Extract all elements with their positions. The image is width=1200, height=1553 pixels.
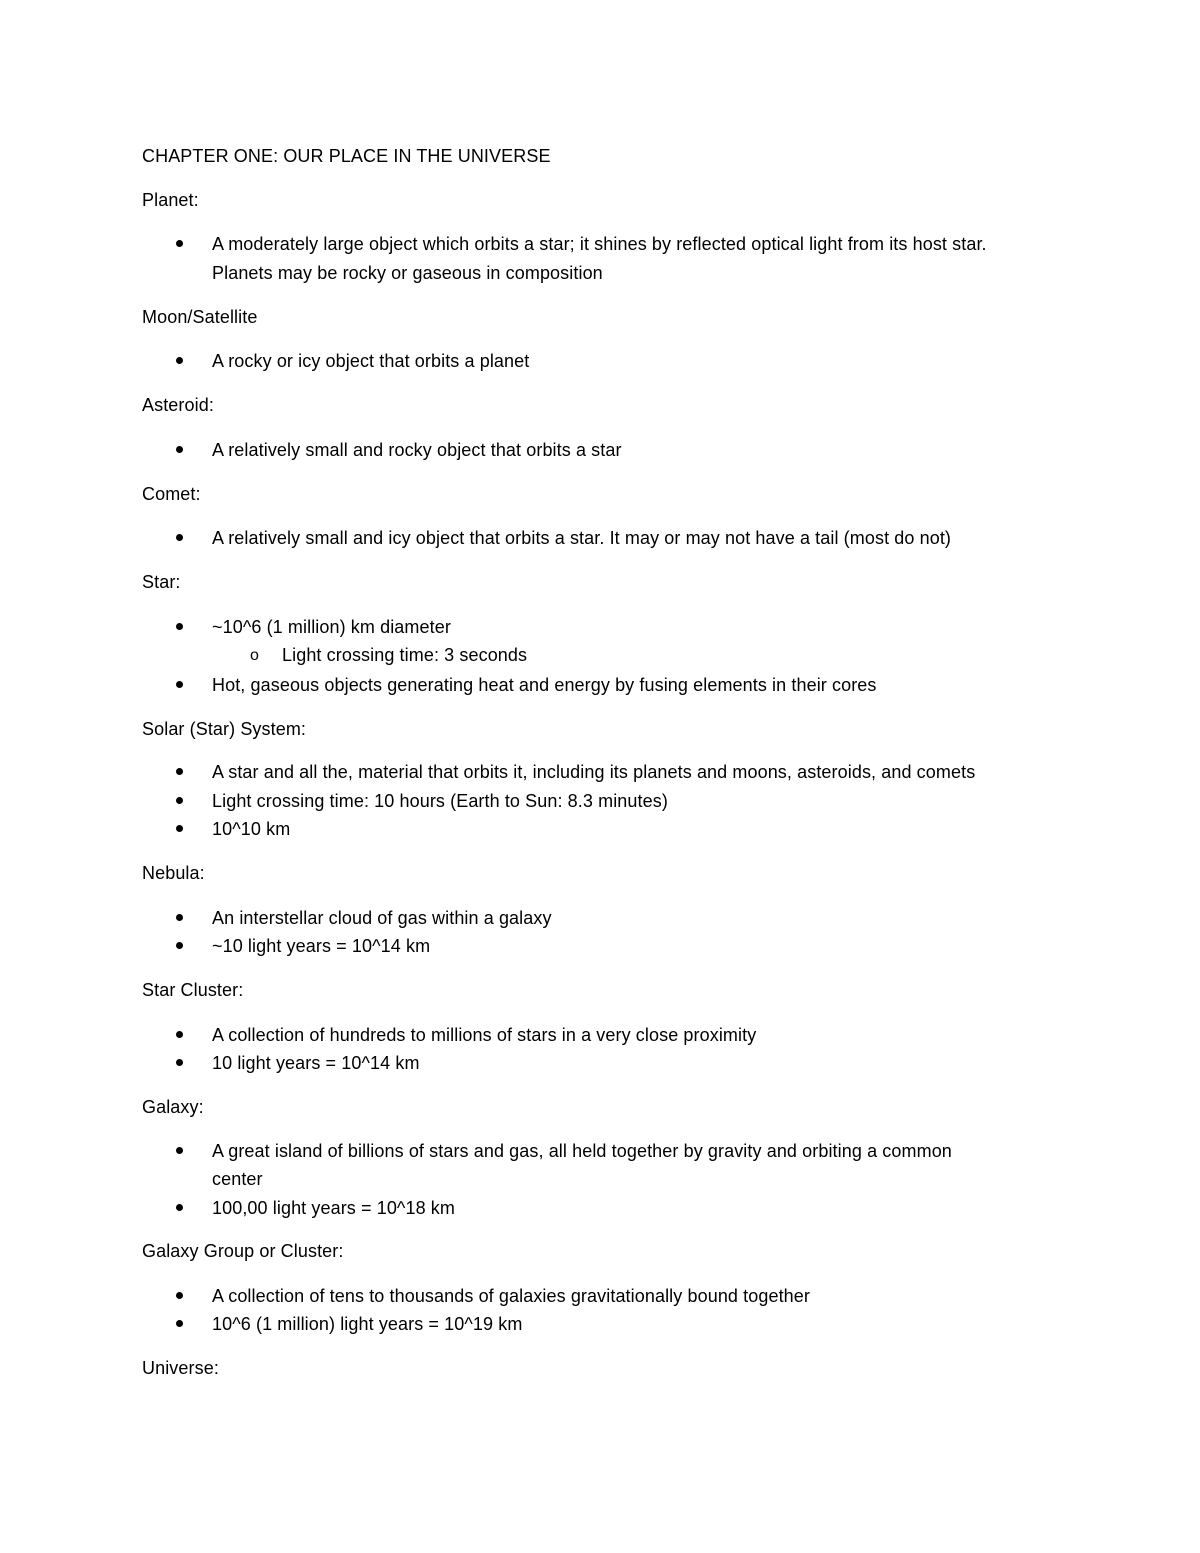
galaxy-group-item-1: A collection of tens to thousands of galaxies gravitationally bound together	[212, 1286, 810, 1306]
bullet-icon	[176, 240, 183, 247]
bullet-icon	[176, 1059, 183, 1066]
galaxy-item-2: 100,00 light years = 10^18 km	[212, 1198, 455, 1218]
nebula-item-2: ~10 light years = 10^14 km	[212, 936, 431, 956]
nebula-item-1: An interstellar cloud of gas within a galaxy	[212, 908, 552, 928]
bullet-icon	[176, 534, 183, 541]
bullet-icon	[176, 797, 183, 804]
galaxy-item-1: A great island of billions of stars and gas, all held together by gravity and orbiting a common	[212, 1141, 952, 1161]
sub-bullet-icon: o	[250, 647, 259, 664]
section-heading-moon: Moon/Satellite	[142, 307, 258, 327]
bullet-icon	[176, 681, 183, 688]
galaxy-item-1-continued: center	[212, 1169, 263, 1189]
bullet-icon	[176, 1320, 183, 1327]
bullet-icon	[176, 1147, 183, 1154]
section-heading-nebula: Nebula:	[142, 863, 205, 883]
section-heading-star: Star:	[142, 572, 181, 592]
bullet-icon	[176, 825, 183, 832]
star-item-1: ~10^6 (1 million) km diameter	[212, 617, 451, 637]
star-item-2: Hot, gaseous objects generating heat and energy by fusing elements in their cores	[212, 675, 877, 695]
bullet-icon	[176, 914, 183, 921]
solar-system-item-1: A star and all the, material that orbits it, including its planets and moons, asteroids, and comets	[212, 762, 976, 782]
section-heading-asteroid: Asteroid:	[142, 395, 214, 415]
galaxy-group-item-2: 10^6 (1 million) light years = 10^19 km	[212, 1314, 523, 1334]
bullet-icon	[176, 357, 183, 364]
section-heading-planet: Planet:	[142, 190, 199, 210]
solar-system-item-3: 10^10 km	[212, 819, 291, 839]
bullet-icon	[176, 768, 183, 775]
star-cluster-item-2: 10 light years = 10^14 km	[212, 1053, 420, 1073]
moon-item-1: A rocky or icy object that orbits a planet	[212, 351, 530, 371]
section-heading-solar-system: Solar (Star) System:	[142, 719, 307, 739]
solar-system-item-2: Light crossing time: 10 hours (Earth to Sun: 8.3 minutes)	[212, 791, 668, 811]
bullet-icon	[176, 446, 183, 453]
section-heading-galaxy: Galaxy:	[142, 1097, 204, 1117]
chapter-title: CHAPTER ONE: OUR PLACE IN THE UNIVERSE	[142, 146, 551, 166]
section-heading-comet: Comet:	[142, 484, 201, 504]
star-subitem-1: Light crossing time: 3 seconds	[282, 645, 528, 665]
bullet-icon	[176, 942, 183, 949]
section-heading-universe: Universe:	[142, 1358, 219, 1378]
planet-item-1-continued: Planets may be rocky or gaseous in composition	[212, 263, 603, 283]
section-heading-star-cluster: Star Cluster:	[142, 980, 244, 1000]
planet-item-1: A moderately large object which orbits a star; it shines by reflected optical light from its host star.	[212, 234, 987, 254]
bullet-icon	[176, 623, 183, 630]
bullet-icon	[176, 1204, 183, 1211]
asteroid-item-1: A relatively small and rocky object that orbits a star	[212, 440, 622, 460]
star-cluster-item-1: A collection of hundreds to millions of stars in a very close proximity	[212, 1025, 757, 1045]
section-heading-galaxy-group: Galaxy Group or Cluster:	[142, 1241, 344, 1261]
comet-item-1: A relatively small and icy object that orbits a star. It may or may not have a tail (most do not)	[212, 528, 952, 548]
bullet-icon	[176, 1031, 183, 1038]
bullet-icon	[176, 1292, 183, 1299]
